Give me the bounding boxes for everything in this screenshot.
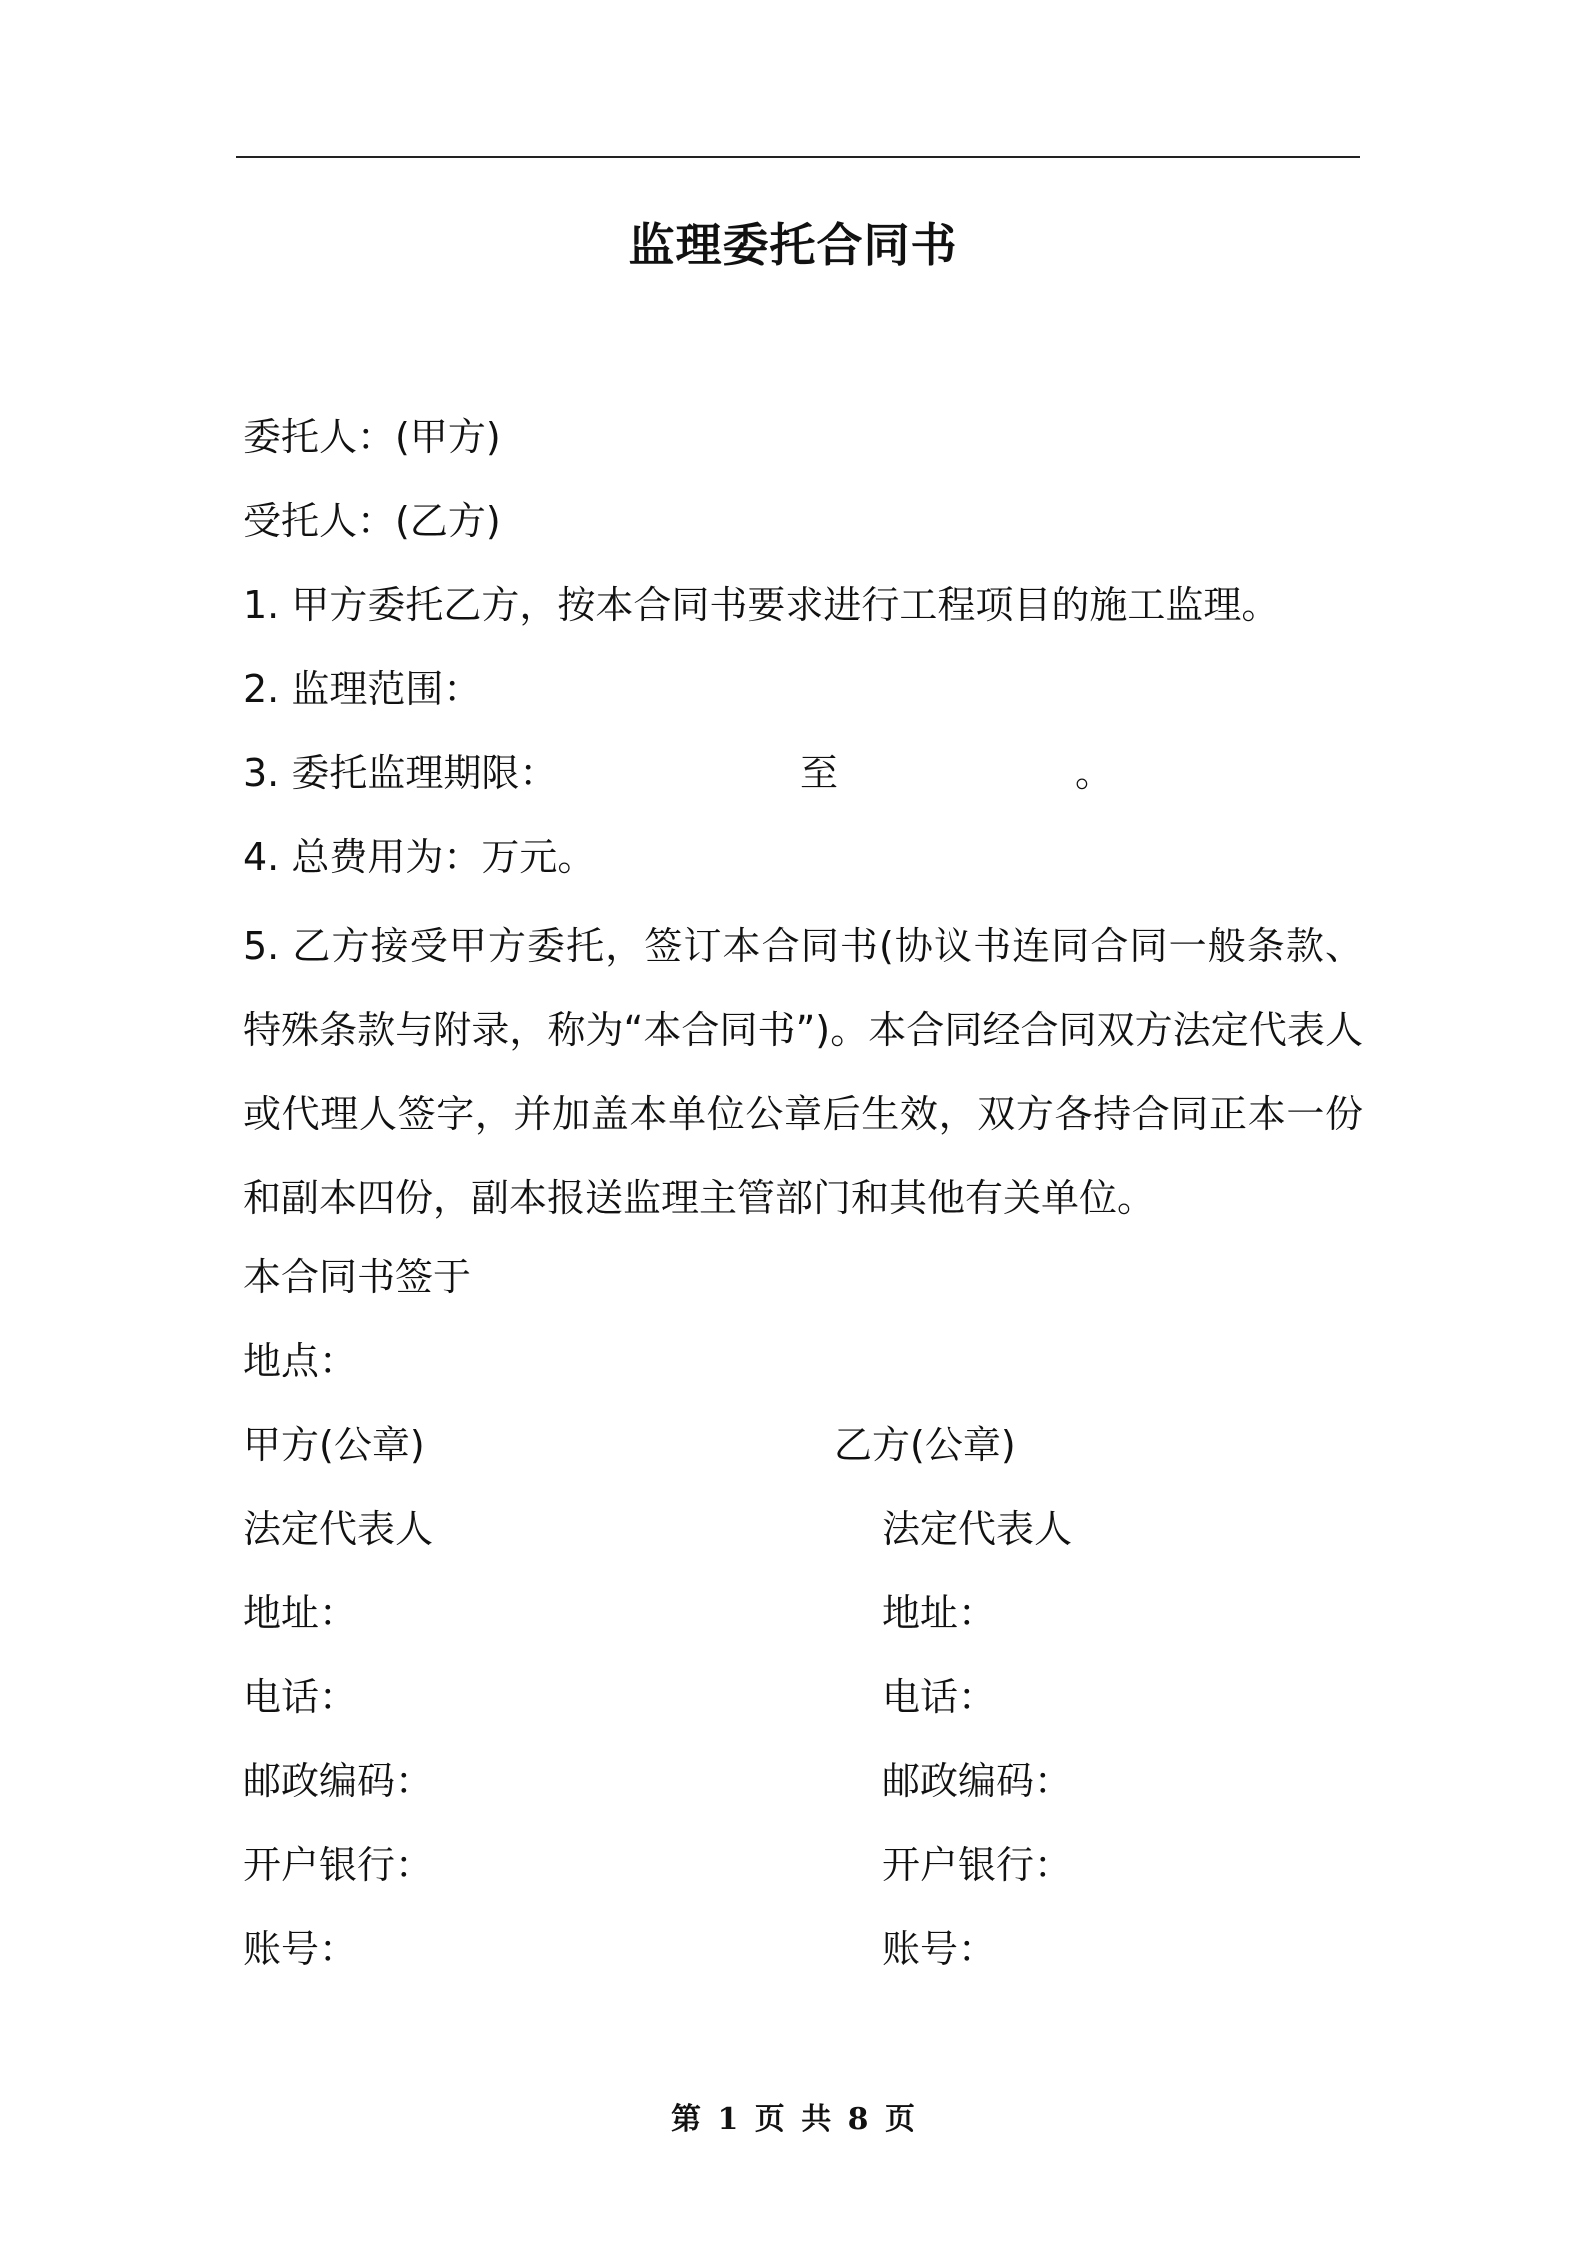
party-b-bank: 开户银行： [882, 1843, 1073, 1887]
clause-3 [243, 746, 1363, 800]
party-a-phone: 电话： [243, 1675, 358, 1719]
clause-4: 4. 总费用为：万元。 [243, 835, 596, 879]
header-rule [236, 156, 1360, 158]
clause-3-end: 。 [1075, 751, 1114, 795]
party-a-heading: 甲方(公章) [243, 1423, 425, 1467]
principal-line: 委托人：(甲方) [243, 415, 501, 459]
location-line: 地点： [243, 1339, 358, 1383]
party-b-legal-rep: 法定代表人 [882, 1507, 1073, 1551]
party-a-account: 账号： [243, 1927, 358, 1971]
party-b-account: 账号： [882, 1927, 997, 1971]
clause-3-label: 3. 委托监理期限： [243, 751, 558, 795]
party-a-legal-rep: 法定代表人 [243, 1507, 434, 1551]
clause-1: 1. 甲方委托乙方，按本合同书要求进行工程项目的施工监理。 [243, 583, 1280, 627]
party-a-address: 地址： [243, 1591, 358, 1635]
signed-at-line: 本合同书签于 [243, 1255, 472, 1299]
document-title: 监理委托合同书 [628, 218, 958, 272]
clause-2: 2. 监理范围： [243, 667, 482, 711]
clause-5: 5. 乙方接受甲方委托，签订本合同书(协议书连同合同一般条款、特殊条款与附录，称为“本合同书”)。本合同经合同双方法定代表人或代理人签字，并加盖本单位公章后生效，双方各持合同正本一份和副本四份，副本报送监理主管部门和其他有关单位。 [243, 924, 1363, 1220]
clause-3-to: 至 [800, 751, 839, 795]
party-b-postal-code: 邮政编码： [882, 1759, 1073, 1803]
party-b-address: 地址： [882, 1591, 997, 1635]
party-b-phone: 电话： [882, 1675, 997, 1719]
party-a-postal-code: 邮政编码： [243, 1759, 434, 1803]
page-number: 第 1 页 共 8 页 [671, 2102, 915, 2137]
party-a-bank: 开户银行： [243, 1843, 434, 1887]
agent-line: 受托人：(乙方) [243, 499, 501, 543]
party-b-heading: 乙方(公章) [834, 1423, 1016, 1467]
